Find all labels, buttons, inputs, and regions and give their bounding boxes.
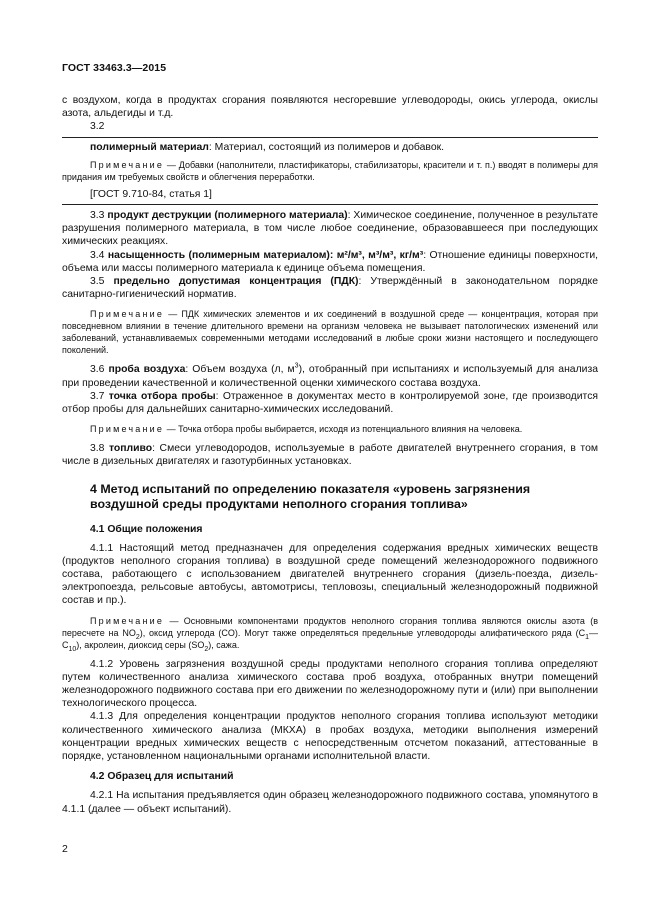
term-3-2: полимерный материал	[90, 141, 209, 153]
paragraph-4-1-3: 4.1.3 Для определения концентрации продуктов неполного сгорания топлива используют методики количественного химического анализа (МКХА) в пробах воздуха, методики выполнения измерений концентрации вредных химических веществ с непосредственным отсчетом показаний, аттестованные в порядке, установленном национальными органами исполнительной власти.	[62, 711, 598, 763]
clause-number-3-5: 3.5	[90, 276, 105, 288]
note-text-3-2: — Добавки (наполнители, пластификаторы, стабилизаторы, красители и т. п.) вводят в полимеры для придания им требуемых свойств и облегчения переработки.	[62, 159, 598, 182]
term-3-6: проба воздуха	[108, 364, 186, 376]
paragraph-4-1-2: 4.1.2 Уровень загрязнения воздушной среды продуктами неполного сгорания топлива определяют путем количественного анализа химического состава проб воздуха, отобранных внутри помещений железнодорожного подвижного состава при его движении по железнодорожному пути и (или) при выполнении технологического процесса.	[62, 658, 598, 710]
source-reference-3-2: [ГОСТ 9.710-84, статья 1]	[90, 188, 212, 200]
note-text-c: —C	[62, 627, 598, 650]
definition-3-4	[62, 249, 598, 275]
continuation-paragraph: с воздухом, когда в продуктах сгорания появляются несгоревшие углеводороды, окись углерода, окислы азота, альдегиды и т.д.	[62, 95, 598, 120]
definition-3-2	[62, 141, 598, 154]
clause-number-3-2: 3.2	[90, 121, 105, 133]
paragraph-4-2-1: 4.2.1 На испытания предъявляется один образец железнодорожного подвижного состава, упомянутого в 4.1.1 (далее — объект испытаний).	[62, 790, 598, 815]
subscript-2: 2	[135, 633, 140, 641]
paragraph-4-1-1: 4.1.1 Настоящий метод предназначен для определения содержания вредных химических веществ (продуктов неполного сгорания топлива) в воздушной среде помещений железнодорожного подвижного состава, работающего с использованием двигателей внутреннего сгорания (дизель-поезда, дизель-электропоезда, рельсовые автобусы, автомотрисы, тепловозы, специальный железнодорожный подвижной состав и пр.).	[62, 542, 598, 607]
note-text-3-7: — Точка отбора пробы выбирается, исходя из потенциального влияния на человека.	[164, 424, 523, 435]
note-text-a: — Основными компонентами продуктов неполного сгорания топлива являются окислы азота (в пересчете на NO	[62, 615, 598, 638]
document-header-id: ГОСТ 33463.3—2015	[62, 62, 167, 74]
subscript-2b: 2	[204, 645, 209, 653]
definition-text-3-4: : Отношение единицы поверхности, объема или массы полимерного материала к единице объема помещения.	[62, 249, 599, 274]
term-3-8: топливо	[108, 443, 153, 455]
definition-text-3-6b: ), отобранный при испытаниях и используемый для анализа при проведении качественной и количественной оценки химического состава воздуха.	[62, 364, 598, 389]
subscript-1: 1	[585, 633, 589, 641]
note-text-e: ), сажа.	[208, 639, 240, 650]
note-3-2	[62, 159, 598, 183]
note-text-b: ), оксид углерода (CO). Могут также определяться предельные углеводороды алифатического ряда (C	[139, 627, 586, 638]
subscript-10: 10	[68, 645, 77, 653]
clause-number-3-8: 3.8	[90, 443, 105, 455]
note-label: Примечание	[90, 159, 165, 170]
term-3-7: точка отбора пробы	[108, 390, 216, 402]
clause-number-3-7: 3.7	[90, 390, 105, 402]
subsection-4-2-heading: 4.2 Образец для испытаний	[90, 771, 234, 783]
superscript-3: 3	[294, 362, 299, 370]
term-3-3: продукт деструкции (полимерного материала)	[107, 210, 348, 222]
definition-box-3-2	[62, 137, 598, 205]
definition-3-7	[62, 390, 598, 416]
note-3-5	[62, 308, 598, 356]
note-label: Примечание	[90, 424, 165, 435]
note-3-7	[62, 423, 598, 435]
term-3-5: предельно допустимая концентрация (ПДК)	[113, 276, 359, 288]
definition-text-3-2: : Материал, состоящий из полимеров и добавок.	[208, 141, 445, 153]
clause-number-3-6: 3.6	[90, 364, 105, 376]
term-3-4: насыщенность (полимерным материалом): м²/м³, м³/м³, кг/м³	[107, 249, 424, 261]
definition-text-3-6a: : Объем воздуха (л, м	[185, 364, 295, 376]
clause-number-3-4: 3.4	[90, 249, 105, 261]
note-text-d: ), акролеин, диоксид серы (SO	[76, 639, 205, 650]
note-4-1-1	[62, 615, 598, 651]
definition-3-6	[62, 363, 598, 389]
page-content	[62, 94, 598, 816]
definition-3-3	[62, 209, 598, 249]
note-label: Примечание	[90, 309, 165, 320]
definition-3-5	[62, 275, 598, 301]
section-4-heading: 4 Метод испытаний по определению показателя «уровень загрязнения воздушной среды продуктами неполного сгорания топлива»	[90, 481, 531, 512]
note-text-3-5: — ПДК химических элементов и их соединений в воздушной среде — концентрация, которая при повседневном влиянии в течение длительного времени на организм человека не вызывает патологических изменений или заболеваний, устанавливаемых современными методами исследований в любые сроки жизни настоящего и последующего поколений.	[62, 309, 598, 356]
definition-text-3-5: : Утверждённый в законодательном порядке санитарно-гигиенический норматив.	[62, 276, 599, 301]
definition-text-3-7: : Отраженное в документах место в контролируемой зоне, где производится отбор пробы для дальнейших санитарно-химических исследований.	[62, 390, 599, 416]
note-label: Примечание	[90, 615, 165, 626]
definition-text-3-8: : Смеси углеводородов, используемые в работе двигателей внутреннего сгорания, в том числе в дизельных двигателях и газотурбинных установках.	[62, 443, 598, 468]
definition-text-3-3: : Химическое соединение, полученное в результате разрушения полимерного материала, в том числе любое соединение, образовавшееся при последующих химических реакциях.	[62, 210, 599, 248]
subsection-4-1-heading: 4.1 Общие положения	[90, 523, 203, 535]
definition-3-8	[62, 442, 598, 468]
clause-number-3-3: 3.3	[90, 210, 105, 222]
page-number: 2	[62, 843, 68, 855]
